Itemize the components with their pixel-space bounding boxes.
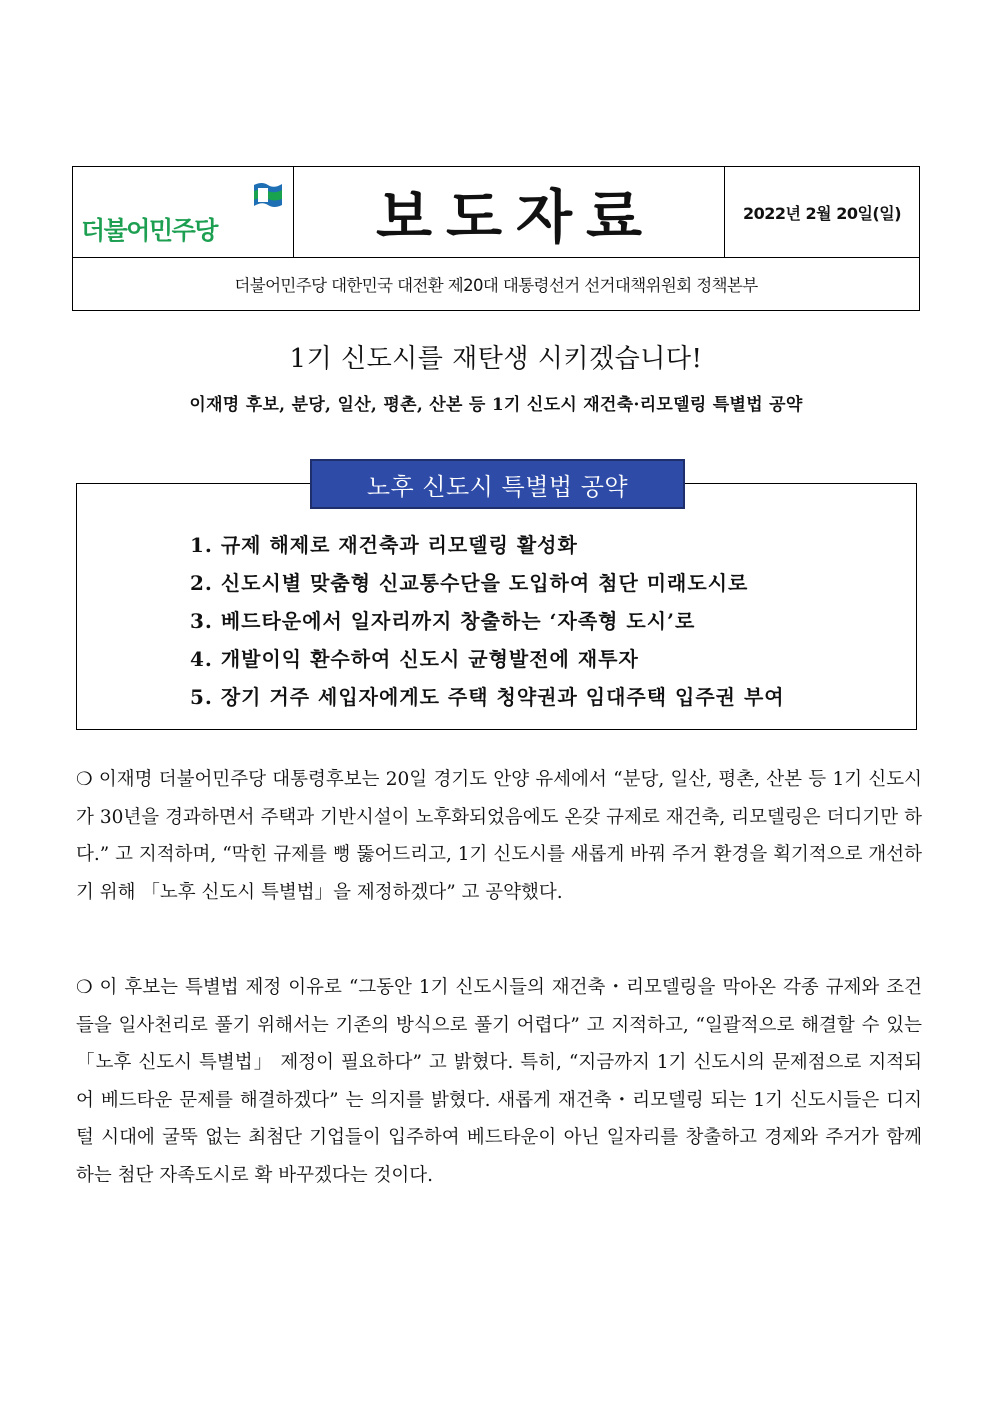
body-paragraph: ❍ 이재명 더불어민주당 대통령후보는 20일 경기도 안양 유세에서 “분당, 일산, 평촌, 산본 등 1기 신도시가 30년을 경과하면서 주택과 기반시설이 노후화되었음에도 온갖 규제로 재건축, 리모델링은 더디기만 하다.” 고 지적하며, “막힌 규제를 뻥 뚫어드리고, 1기 신도시를 새롭게 바꿔 주거 환경을 획기적으로 개선하기 위해 「노후 신도시 특별법」을 제정하겠다” 고 공약했다. bbox=[76, 769, 922, 903]
organization-name: 더불어민주당 대한민국 대전환 제20대 대통령선거 선거대책위원회 정책본부 bbox=[234, 276, 758, 295]
pledge-item: 5. 장기 거주 세입자에게도 주택 청약권과 임대주택 입주권 부여 bbox=[190, 685, 785, 709]
pledge-item: 4. 개발이익 환수하여 신도시 균형발전에 재투자 bbox=[190, 647, 639, 671]
body-paragraph: ❍ 이 후보는 특별법 제정 이유로 “그동안 1기 신도시들의 재건축・리모델링을 막아온 각종 규제와 조건들을 일사천리로 풀기 위해서는 기존의 방식으로 풀기 어렵다” 고 지적하고, “일괄적으로 해결할 수 있는 「노후 신도시 특별법」 제정이 필요하다” 고 밝혔다. 특히, “지금까지 1기 신도시의 문제점으로 지적되어 베드타운 문제를 해결하겠다” 는 의지를 밝혔다. 새롭게 재건축・리모델링 되는 1기 신도시들은 디지털 시대에 굴뚝 없는 최첨단 기업들이 입주하여 베드타운이 아닌 일자리를 창출하고 경제와 주거가 함께 하는 첨단 자족도시로 확 바꾸겠다는 것이다. bbox=[76, 977, 922, 1186]
party-logo bbox=[73, 167, 294, 257]
pledge-list bbox=[190, 530, 785, 720]
release-date: 2022년 2월 20일(일) bbox=[742, 203, 902, 223]
headline: 1기 신도시를 재탄생 시키겠습니다! bbox=[289, 344, 703, 374]
header-top-row bbox=[73, 167, 919, 258]
pledge-item: 1. 규제 해제로 재건축과 리모델링 활성화 bbox=[190, 533, 578, 557]
logo-text: 더불어민주당 bbox=[81, 216, 217, 245]
press-title-cell bbox=[294, 167, 725, 257]
flag-icon bbox=[250, 179, 284, 211]
pledge-item: 2. 신도시별 맞춤형 신교통수단을 도입하여 첨단 미래도시로 bbox=[190, 571, 749, 595]
pledge-box-title: 노후 신도시 특별법 공약 bbox=[310, 459, 685, 509]
subheadline: 이재명 후보, 분당, 일산, 평촌, 산본 등 1기 신도시 재건축·리모델링 특별법 공약 bbox=[189, 395, 803, 415]
press-title: 보도자료 bbox=[375, 183, 657, 251]
press-header bbox=[72, 166, 920, 311]
pledge-item: 3. 베드타운에서 일자리까지 창출하는 ‘자족형 도시’로 bbox=[190, 609, 696, 633]
